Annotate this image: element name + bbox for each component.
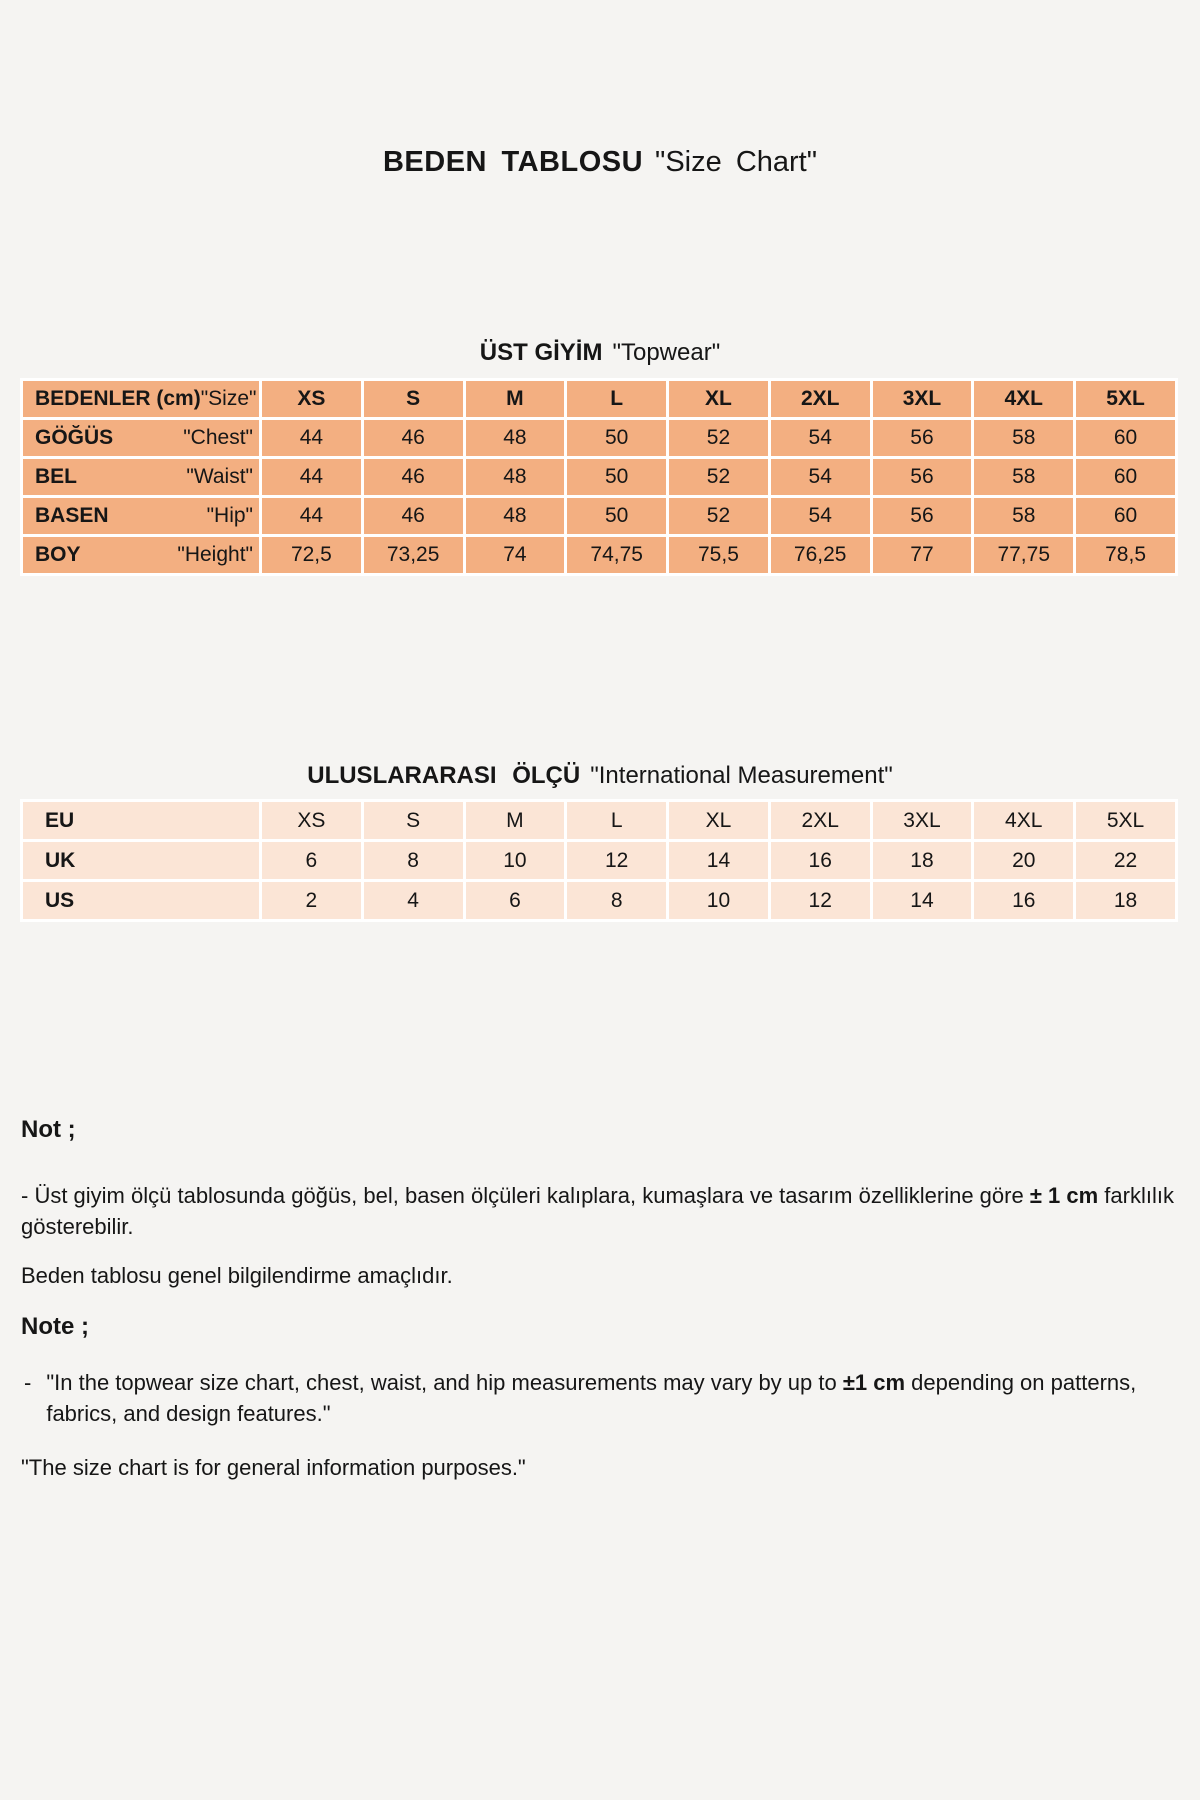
english-note-bullet-text [46,1367,1179,1429]
uk-value: 8 [362,841,464,881]
height-value: 75,5 [668,536,770,575]
size-col-header: 2XL [769,380,871,419]
uk-label-cell: UK [22,841,261,881]
size-header-row [22,380,1177,419]
international-title-english: "International Measurement" [590,762,893,789]
waist-label-en: "Waist" [186,465,253,488]
uk-value: 10 [464,841,566,881]
international-title-turkish: ULUSLARARASI ÖLÇÜ [307,762,581,789]
english-note-text-end: depending on patterns, fabrics, and design features." [46,1370,1137,1426]
height-row [22,536,1177,575]
size-header-label-tr: BEDENLER (cm) [35,387,201,410]
uk-value: 20 [973,841,1075,881]
bullet-dash: - [24,1370,32,1395]
waist-value: 60 [1075,458,1177,497]
english-note-bullet [24,1367,1179,1429]
hip-value: 46 [362,497,464,536]
turkish-note-text: - Üst giyim ölçü tablosunda göğüs, bel, basen ölçüleri kalıplara, kumaşlara ve tasarım özelliklerine göre [21,1183,1030,1208]
english-note-text: "In the topwear size chart, chest, waist, and hip measurements may vary by up to [46,1370,843,1395]
height-label-cell [22,536,261,575]
size-col-header: L [566,380,668,419]
waist-value: 52 [668,458,770,497]
us-value: 2 [261,881,363,921]
waist-value: 46 [362,458,464,497]
hip-label-tr: BASEN [35,504,109,527]
eu-value: 2XL [769,801,871,841]
hip-value: 48 [464,497,566,536]
size-col-header: XS [261,380,363,419]
size-col-header: 4XL [973,380,1075,419]
page-title-english: "Size Chart" [655,146,818,178]
english-note-general: "The size chart is for general information purposes." [21,1455,526,1480]
waist-label-cell [22,458,261,497]
hip-value: 52 [668,497,770,536]
chest-value: 58 [973,419,1075,458]
hip-label-en: "Hip" [206,504,253,527]
us-label-cell: US [22,881,261,921]
size-col-header: 3XL [871,380,973,419]
hip-value: 56 [871,497,973,536]
topwear-section-title [0,339,1200,367]
height-value: 73,25 [362,536,464,575]
height-value: 72,5 [261,536,363,575]
height-value: 77 [871,536,973,575]
height-value: 76,25 [769,536,871,575]
hip-row [22,497,1177,536]
us-value: 6 [464,881,566,921]
waist-value: 54 [769,458,871,497]
topwear-title-english: "Topwear" [612,339,721,366]
size-col-header: 5XL [1075,380,1177,419]
english-note-tolerance: ±1 cm [842,1370,906,1395]
chest-label-cell [22,419,261,458]
waist-value: 48 [464,458,566,497]
size-header-label-cell [22,380,261,419]
uk-row [22,841,1177,881]
turkish-note-tolerance: ± 1 cm [1029,1183,1099,1208]
chest-value: 46 [362,419,464,458]
us-value: 18 [1075,881,1177,921]
hip-value: 44 [261,497,363,536]
chest-value: 44 [261,419,363,458]
uk-value: 12 [566,841,668,881]
chest-value: 54 [769,419,871,458]
height-value: 74 [464,536,566,575]
waist-value: 58 [973,458,1075,497]
height-label-tr: BOY [35,543,81,566]
chest-value: 48 [464,419,566,458]
eu-row [22,801,1177,841]
uk-value: 16 [769,841,871,881]
eu-value: 3XL [871,801,973,841]
us-value: 12 [769,881,871,921]
eu-value: L [566,801,668,841]
international-size-table [20,799,1178,922]
height-label-en: "Height" [177,543,253,566]
page-title-turkish: BEDEN TABLOSU [382,146,644,178]
us-value: 10 [668,881,770,921]
chest-value: 60 [1075,419,1177,458]
us-value: 14 [871,881,973,921]
eu-value: S [362,801,464,841]
waist-value: 56 [871,458,973,497]
hip-value: 50 [566,497,668,536]
size-header-label-en: "Size" [200,387,257,410]
uk-value: 6 [261,841,363,881]
waist-row [22,458,1177,497]
hip-value: 58 [973,497,1075,536]
size-col-header: M [464,380,566,419]
hip-value: 60 [1075,497,1177,536]
waist-label-tr: BEL [35,465,77,488]
chest-label-en: "Chest" [183,426,253,449]
hip-value: 54 [769,497,871,536]
us-value: 16 [973,881,1075,921]
height-value: 77,75 [973,536,1075,575]
chest-row [22,419,1177,458]
english-note-heading: Note ; [21,1313,89,1340]
uk-value: 22 [1075,841,1177,881]
waist-value: 50 [566,458,668,497]
uk-value: 18 [871,841,973,881]
eu-value: 5XL [1075,801,1177,841]
eu-value: XS [261,801,363,841]
turkish-note-text-end: farklılık gösterebilir. [21,1183,1174,1239]
turkish-note-general: Beden tablosu genel bilgilendirme amaçlıdır. [21,1263,453,1288]
us-row [22,881,1177,921]
chest-label-tr: GÖĞÜS [35,426,114,449]
chest-value: 50 [566,419,668,458]
topwear-title-turkish: ÜST GİYİM [479,339,603,366]
turkish-note-heading: Not ; [21,1116,76,1143]
hip-label-cell [22,497,261,536]
chest-value: 56 [871,419,973,458]
height-value: 74,75 [566,536,668,575]
international-section-title [0,762,1200,790]
page-title [0,146,1200,179]
topwear-size-table [20,378,1178,576]
waist-value: 44 [261,458,363,497]
eu-value: XL [668,801,770,841]
eu-value: 4XL [973,801,1075,841]
uk-value: 14 [668,841,770,881]
us-value: 4 [362,881,464,921]
height-value: 78,5 [1075,536,1177,575]
turkish-note-bullet [21,1180,1176,1242]
eu-label-cell: EU [22,801,261,841]
chest-value: 52 [668,419,770,458]
eu-value: M [464,801,566,841]
size-col-header: S [362,380,464,419]
us-value: 8 [566,881,668,921]
size-col-header: XL [668,380,770,419]
